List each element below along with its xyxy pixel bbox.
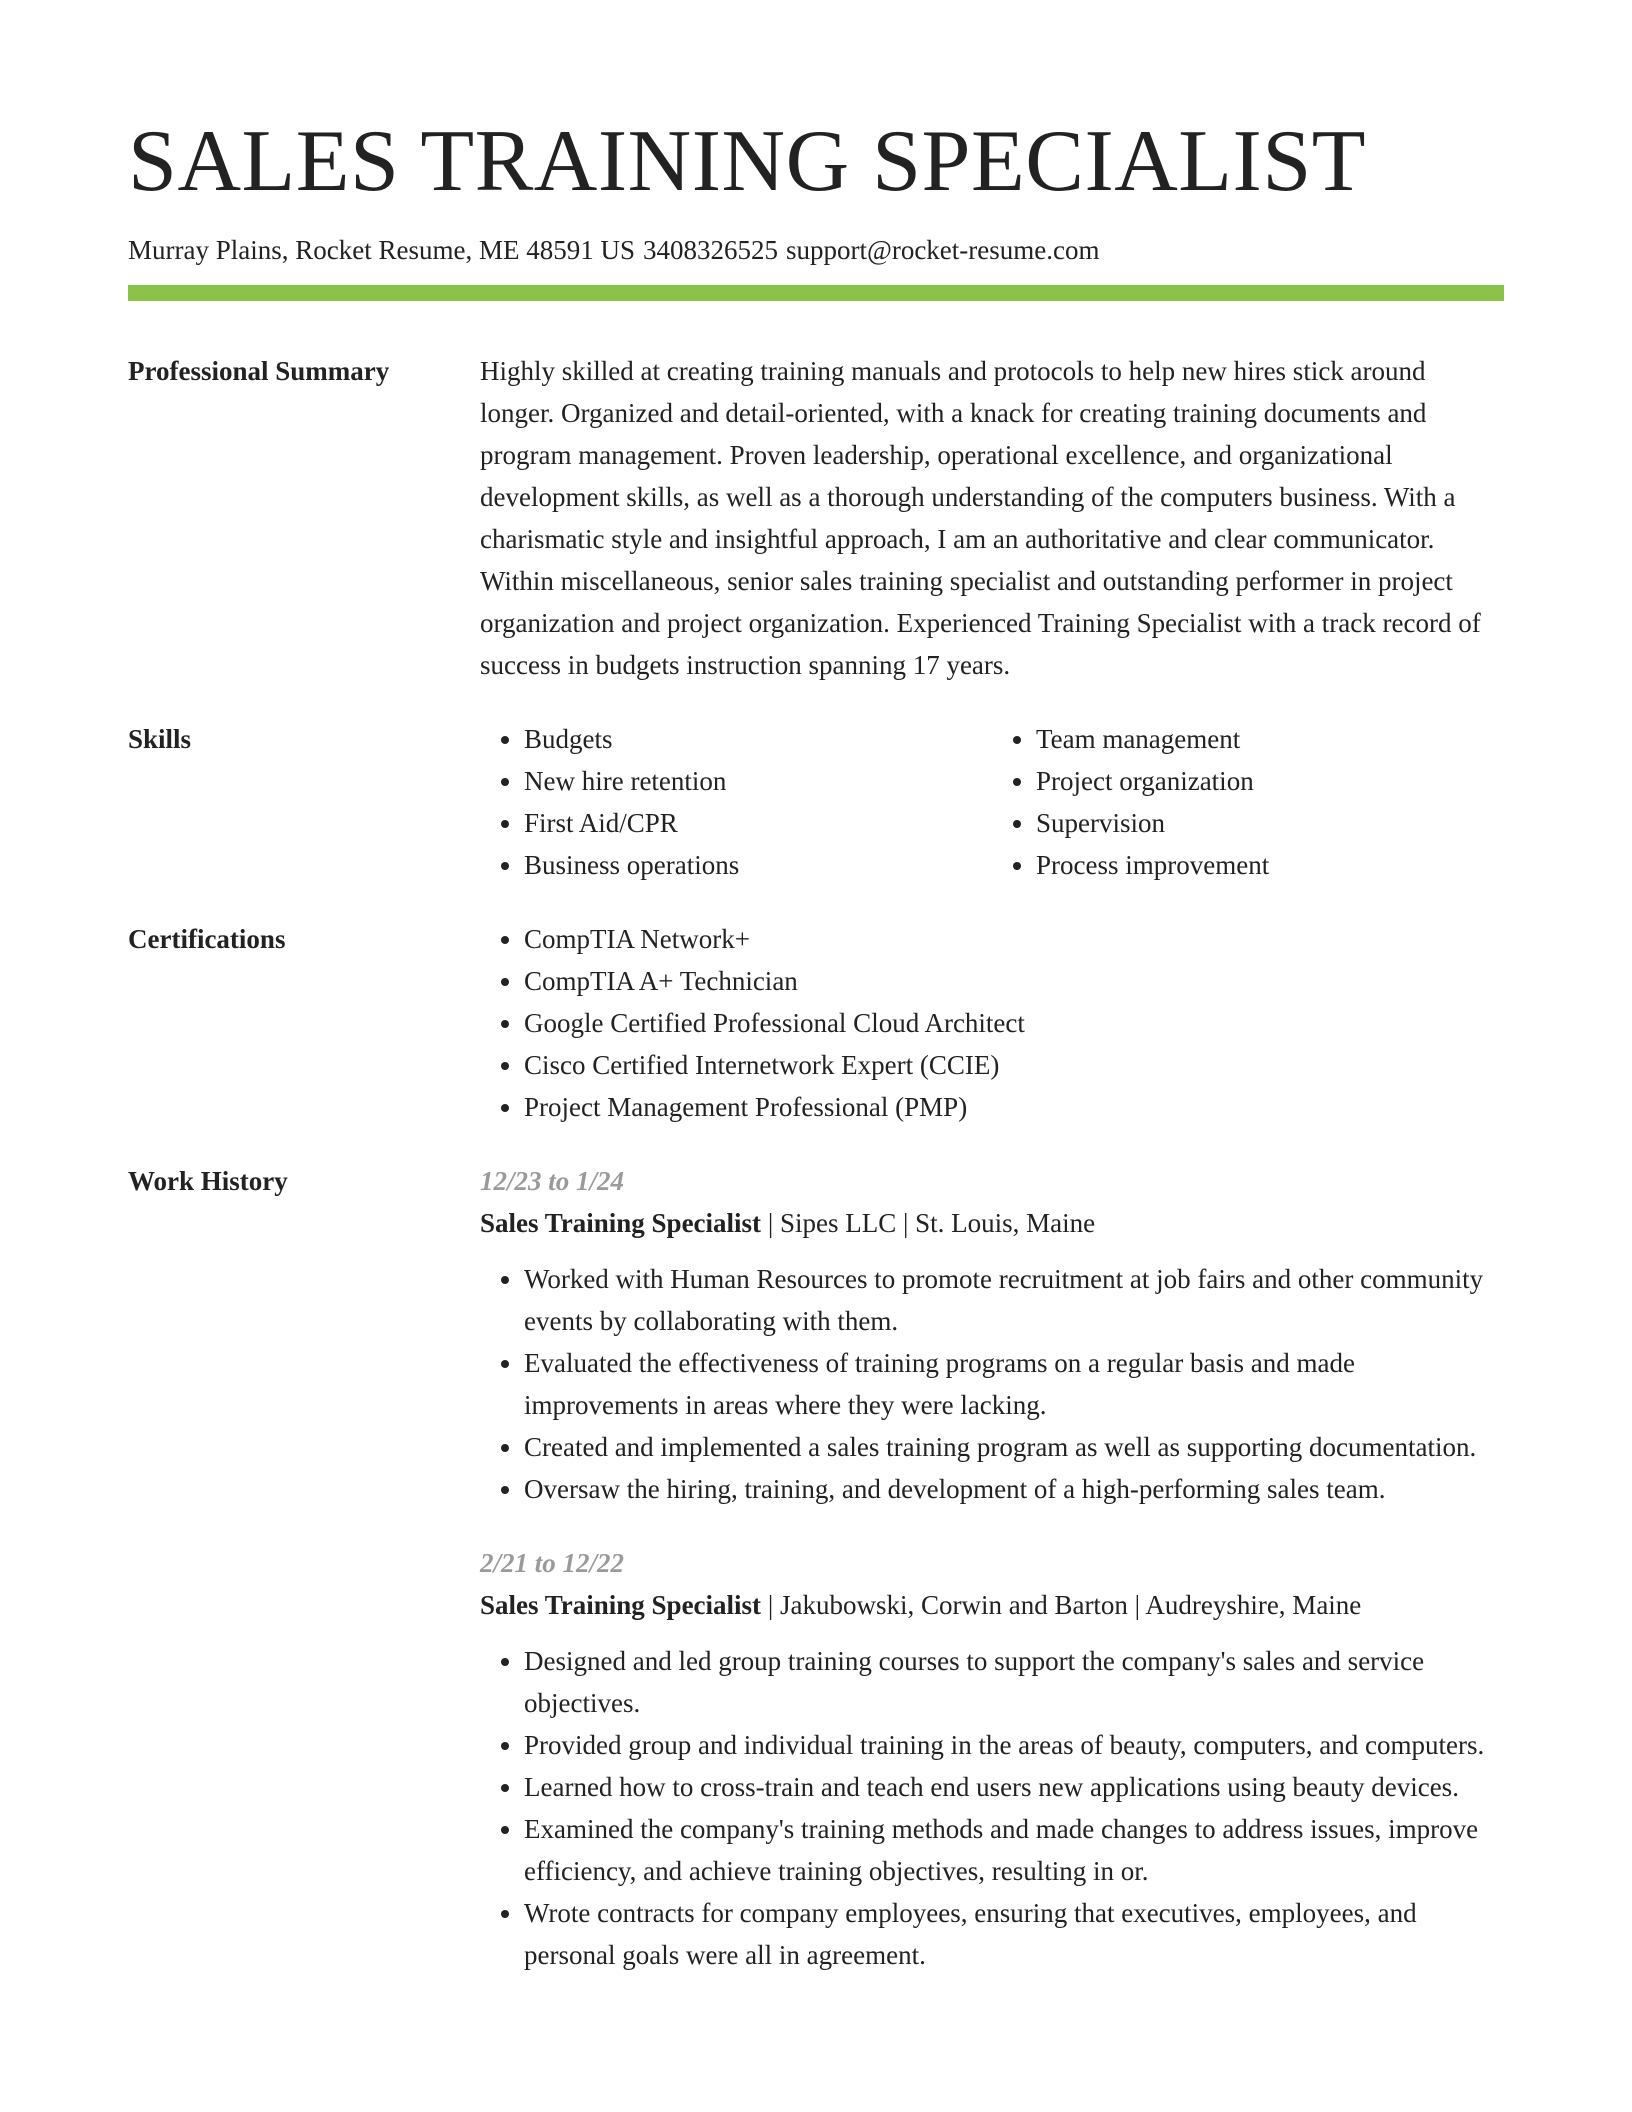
contact-phone: 3408326525 [642, 235, 778, 265]
job-title: Sales Training Specialist [480, 1208, 762, 1238]
summary-text: Highly skilled at creating training manuals and protocols to help new hires stick around longer. Organized and detail-oriented, with a knack for creating training documents and program management. Proven leadership, operational excellence, and organizational development skills, as well as a thorough understanding of the computers business. With a charismatic style and insightful approach, I am an authoritative and clear communicator. Within miscellaneous, senior sales training specialist and outstanding performer in project organization and project organization. Experienced Training Specialist with a track record of success in budgets instruction spanning 17 years. [480, 356, 1481, 680]
contact-address: Murray Plains, Rocket Resume, ME 48591 US [128, 235, 635, 265]
job-entry [480, 1542, 1504, 1976]
job-duty: • Evaluated the effectiveness of training programs on a regular basis and made improvements in areas where they were lacking. [524, 1342, 1504, 1426]
skills-body [480, 718, 1504, 886]
skills-list-right [992, 718, 1504, 886]
job-title-line [480, 1202, 1504, 1244]
summary-heading: Professional Summary [128, 356, 390, 386]
job-title-line [480, 1584, 1504, 1626]
header-divider [128, 285, 1504, 301]
job-duty: • Provided group and individual training in the areas of beauty, computers, and computers. [524, 1724, 1504, 1766]
skill-item: • Supervision [1036, 802, 1504, 844]
job-duty: • Wrote contracts for company employees, ensuring that executives, employees, and personal goals were all in agreement. [524, 1892, 1504, 1976]
certifications-heading: Certifications [128, 924, 286, 954]
skills-list-left [480, 718, 992, 886]
job-duty: • Examined the company's training methods and made changes to address issues, improve efficiency, and achieve training objectives, resulting in or. [524, 1808, 1504, 1892]
certification-item: • Google Certified Professional Cloud Architect [524, 1002, 1504, 1044]
job-dates: 2/21 to 12/22 [480, 1548, 625, 1578]
job-duty: • Created and implemented a sales training program as well as supporting documentation. [524, 1426, 1504, 1468]
contact-line [128, 232, 1100, 268]
resume-name: SALES TRAINING SPECIALIST [128, 113, 1367, 210]
skill-item: • Team management [1036, 718, 1504, 760]
skill-item: • Project organization [1036, 760, 1504, 802]
summary-section [128, 350, 1504, 686]
job-duty: • Oversaw the hiring, training, and development of a high-performing sales team. [524, 1468, 1504, 1510]
job-duty: • Worked with Human Resources to promote recruitment at job fairs and other community events by collaborating with them. [524, 1258, 1504, 1342]
certification-item: • Project Management Professional (PMP) [524, 1086, 1504, 1128]
skill-item: • First Aid/CPR [524, 802, 992, 844]
job-entry [480, 1160, 1504, 1510]
skill-item: • Budgets [524, 718, 992, 760]
certification-item: • CompTIA Network+ [524, 918, 1504, 960]
resume-sections [128, 350, 1504, 2008]
certifications-body [480, 918, 1504, 1128]
job-employer-location: | Jakubowski, Corwin and Barton | Audreyshire, Maine [761, 1590, 1362, 1620]
work-history-section [128, 1160, 1504, 1976]
job-employer-location: | Sipes LLC | St. Louis, Maine [761, 1208, 1096, 1238]
work-history-body [480, 1160, 1504, 1976]
certifications-list [480, 918, 1504, 1128]
skill-item: • Process improvement [1036, 844, 1504, 886]
skill-item: • New hire retention [524, 760, 992, 802]
certification-item: • CompTIA A+ Technician [524, 960, 1504, 1002]
job-duties-list [480, 1640, 1504, 1976]
job-duty: • Designed and led group training courses to support the company's sales and service objectives. [524, 1640, 1504, 1724]
skills-heading: Skills [128, 724, 192, 754]
certifications-section [128, 918, 1504, 1128]
job-title: Sales Training Specialist [480, 1590, 762, 1620]
certification-item: • Cisco Certified Internetwork Expert (CCIE) [524, 1044, 1504, 1086]
work-history-heading: Work History [128, 1166, 288, 1196]
skill-item: • Business operations [524, 844, 992, 886]
job-duty: • Learned how to cross-train and teach end users new applications using beauty devices. [524, 1766, 1504, 1808]
summary-body [480, 350, 1504, 686]
job-duties-list [480, 1258, 1504, 1510]
contact-email: support@rocket-resume.com [785, 235, 1100, 265]
skills-section [128, 718, 1504, 886]
job-dates: 12/23 to 1/24 [480, 1166, 625, 1196]
